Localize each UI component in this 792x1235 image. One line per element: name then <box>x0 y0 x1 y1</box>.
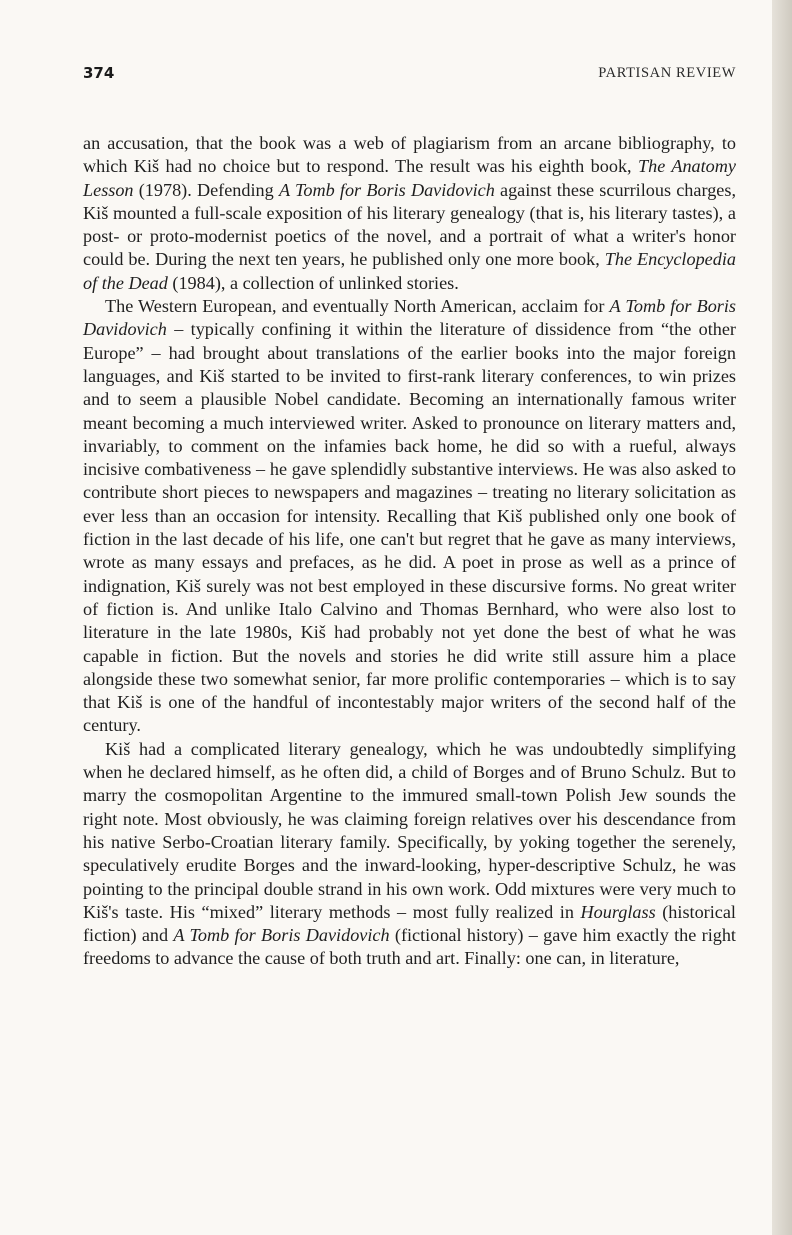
running-head: PARTISAN REVIEW <box>598 65 736 81</box>
italic-title: The Encyclopedia of the Dead <box>83 249 736 293</box>
page-edge <box>772 0 792 1235</box>
text-run: (1984), a collection of unlinked stories. <box>167 272 459 293</box>
text-run: The Western European, and eventually North American, acclaim for <box>105 296 610 317</box>
paragraph <box>83 132 736 295</box>
page-number: 374 <box>83 64 115 82</box>
italic-title: A Tomb for Boris Davidovich <box>278 179 495 200</box>
page-header <box>83 64 736 88</box>
text-run: (historical fiction) and <box>83 901 736 946</box>
text-run: – typically confining it within the literature of dissidence from “the other Europe” – had brought about translations of the earlier books into the major foreign languages, and Kiš started to be invited to first-rank literary conferences, to win prizes and to seem a plausible Nobel candidate. Becoming an internationally famous writer meant becoming a much interviewed writer. Asked to pronounce on literary matters and, invariably, to comment on the infamies back home, he did so with a rueful, always incisive combativeness – he gave splendidly substantive interviews. He was also asked to contribute short pieces to newspapers and magazines – treating no literary solicitation as ever less than an occasion for intensity. Recalling that Kiš published only one book of fiction in the last decade of his life, one can't but regret that he gave as many interviews, wrote as many essays and prefaces, as he did. A poet in prose as well as a prince of indignation, Kiš surely was not best employed in these discursive forms. No great writer of fiction is. And unlike Italo Calvino and Thomas Bernhard, who were also lost to literature in the late 1980s, Kiš had probably not yet done the best of what he was capable in fiction. But the novels and stories he did write still assure him a place alongside these two somewhat senior, far more prolific contemporaries – which is to say that Kiš is one of the handful of incontestably major writers of the second half of the century. <box>83 319 736 736</box>
body-text <box>83 132 736 971</box>
text-run: an accusation, that the book was a web of plagiarism from an arcane bibliography, to which Kiš had no choice but to respond. The result was his eighth book, <box>83 133 736 177</box>
text-run: (1978). Defending <box>133 179 279 200</box>
italic-title: The Anatomy Lesson <box>83 156 736 200</box>
italic-title: Hourglass <box>580 901 656 922</box>
paragraph <box>83 295 736 738</box>
italic-title: A Tomb for Boris Davidovich <box>173 925 390 946</box>
text-run: (fictional history) – gave him exactly the right freedoms to advance the cause of both truth and art. Finally: one can, in literature, <box>83 925 736 969</box>
paragraph <box>83 738 736 971</box>
text-run: Kiš had a complicated literary genealogy, which he was undoubtedly simplifying when he declared himself, as he often did, a child of Borges and of Bruno Schulz. But to marry the cosmopolitan Argentine to the immured small-town Polish Jew sounds the right note. Most obviously, he was claiming foreign relatives over his descendance from his native Serbo-Croatian literary family. Specifically, by yoking together the serenely, speculatively erudite Borges and the inward-looking, hyper-descriptive Schulz, he was pointing to the principal double strand in his own work. Odd mixtures were very much to Kiš's taste. His “mixed” literary methods – most fully realized in <box>83 738 736 922</box>
text-run: against these scurrilous charges, Kiš mounted a full-scale exposition of his literary genealogy (that is, his literary tastes), a post- or proto-modernist poetics of the novel, and a portrait of what a writer's honor could be. During the next ten years, he published only one more book, <box>83 179 736 270</box>
italic-title: A Tomb for Boris Davidovich <box>83 296 736 340</box>
